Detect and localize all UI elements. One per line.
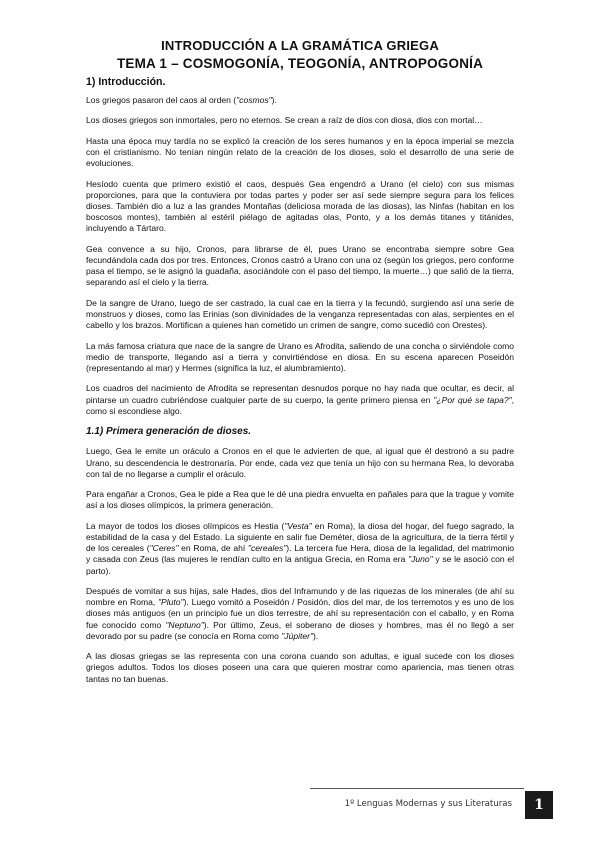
paragraph: De la sangre de Urano, luego de ser castrado, la cual cae en la tierra y la fecundó, surgiendo así una serie de monstruos y dioses, como las Erinias (son divinidades de la venganza representadas con alas, serpientes en el cabello y los brazos. Mortifican a quienes han cometido un crimen de sangre, como sucedió con Orestes). (86, 297, 514, 331)
paragraph: A las diosas griegas se las representa con una corona cuando son adultas, e igual sucede con los dioses griegos adultos. Todos los dioses poseen una cara que quieren mostrar como apariencia, mas tienen otras tantas no tan buenas. (86, 651, 514, 684)
paragraph: Para engañar a Cronos, Gea le pide a Rea que le dé una piedra envuelta en pañales para que la trague y vomite así a los dioses olímpicos, la primera generación. (86, 489, 514, 511)
paragraph: La más famosa criatura que nace de la sangre de Urano es Afrodita, saliendo de una concha o sirviéndole como medio de transporte, llegando así a tierra y convirtiéndose en diosa. En su escena aparecen Poseidón (representando al mar) y Hermes (significa la luz, el alumbramiento). (86, 340, 514, 373)
paragraph: Los griegos pasaron del caos al orden ("cosmos"). (86, 95, 277, 105)
document-title: INTRODUCCIÓN A LA GRAMÁTICA GRIEGA (161, 38, 439, 53)
footer-divider (310, 788, 524, 789)
document-body (86, 95, 514, 694)
paragraph: Los cuadros del nacimiento de Afrodita se representan desnudos porque no hay nada que ocultar, es decir, al pintarse un cuadro cubriéndose cualquier parte de su cuerpo, la gente primero piensa en "¿Por qué se tapa?", como si escondiese algo. (86, 383, 514, 416)
paragraph: Gea convence a su hijo, Cronos, para librarse de él, pues Urano se encontraba siempre sobre Gea fecundándola cada dos por tres. Entonces, Cronos castró a Urano con una oz (según los griegos, pero conforme pasa el tiempo, se le asignó la guadaña, asociándole con el paso del tiempo, la muerte…) que salió de la tierra, separando así el cielo y la tierra. (86, 243, 514, 288)
footer-course-label: 1º Lenguas Modernas y sus Literaturas (344, 799, 512, 809)
paragraph: Los dioses griegos son inmortales, pero no eternos. Se crean a raíz de dios con diosa, dios con mortal… (86, 115, 483, 126)
section-heading-primera-generacion: 1.1) Primera generación de dioses. (86, 426, 252, 438)
document-subtitle: TEMA 1 – COSMOGONÍA, TEOGONÍA, ANTROPOGONÍA (116, 56, 484, 71)
section-heading-introduccion: 1) Introducción. (86, 76, 166, 88)
paragraph: Luego, Gea le emite un oráculo a Cronos en el que le advierten de que, al igual que él destronó a su padre Urano, su descendencia le destronaría. Por ende, cada vez que tenía un hijo con su hermana Rea, lo devoraba con tal de no llegarse a cumplir el oráculo. (86, 446, 514, 479)
paragraph: Hesíodo cuenta que primero existió el caos, después Gea engendró a Urano (el cielo) con sus mismas proporciones, para que la contuviera por todas partes y poder ser así sede siempre segura para los felices dioses. También dio a luz a las grandes Montañas (deliciosa morada de las diosas), las Ninfas (habitan en los boscosos montes), también al estéril piélago de agitadas olas, Ponto, y a los demás titanes y titánides, incluyendo a Tártaro. (86, 178, 514, 234)
paragraph: Hasta una época muy tardía no se explicó la creación de los seres humanos y en la época imperial se mezcla con el cristianismo. No tenían ningún relato de la creación de los dioses, solo el desarrollo de una serie de evoluciones. (86, 135, 514, 169)
page-number: 1 (525, 791, 553, 819)
paragraph: La mayor de todos los dioses olímpicos es Hestia ("Vesta" en Roma), la diosa del hogar, del fuego sagrado, la estabilidad de la casa y del Estado. La siguiente en salir fue Deméter, diosa de la agricultura, de la tierra fértil y de los cereales ("Ceres" en Roma, de ahí "cereales"). La tercera fue Hera, diosa de la legalidad, del matrimonio y casada con Zeus (las mujeres le rendían culto en la antigua Grecia, en Roma era "Juno" y se le asoció con el parto). (86, 520, 514, 576)
paragraph: Después de vomitar a sus hijas, sale Hades, dios del Inframundo y de las riquezas de los minerales (de ahí su nombre en Roma, "Pluto"). Luego vomitó a Poseidón / Posidón, dios del mar, de los terremotos y es uno de los dioses más antiguos (en un principio fue un dios terrestre, de ahí su representación con el caballo, y en Roma fue conocido como "Neptuno"). Por último, Zeus, el soberano de dioses y hombres, mas él no llegó a ser devorado por su padre (se conocía en Roma como "Júpiter"). (86, 585, 514, 641)
